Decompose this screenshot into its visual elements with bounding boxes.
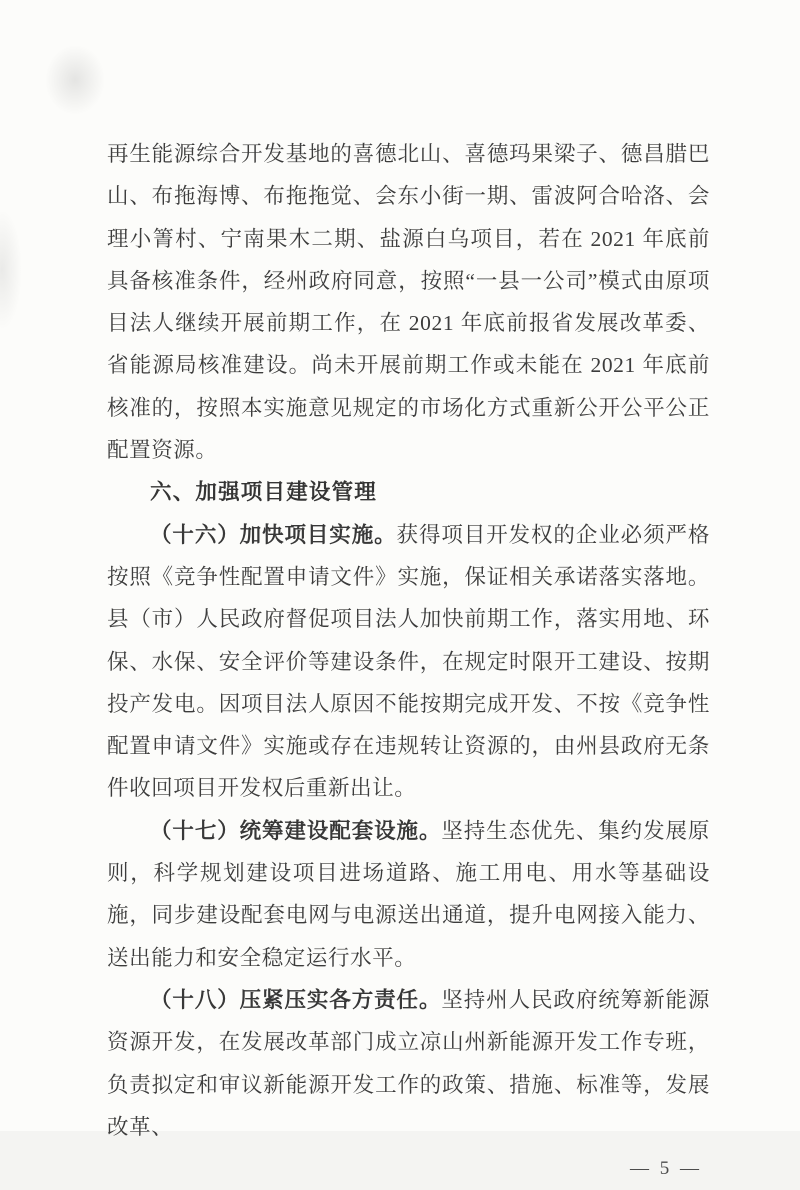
paragraph-16 bbox=[107, 514, 710, 810]
paragraph-18 bbox=[107, 979, 710, 1148]
paragraph-17 bbox=[107, 810, 710, 979]
section-heading: 六、加强项目建设管理 bbox=[150, 480, 378, 505]
paragraph-16-body: 获得项目开发权的企业必须严格按照《竞争性配置申请文件》实施，保证相关承诺落实落地。县（市）人民政府督促项目法人加快前期工作，落实用地、环保、水保、安全评价等建设条件，在规定时限开工建设、按期投产发电。因项目法人原因不能按期完成开发、不按《竞争性配置申请文件》实施或存在违规转让资源的，由州县政府无条件收回项目开发权后重新出让。 bbox=[107, 522, 711, 801]
scan-smudge bbox=[0, 210, 22, 330]
paragraph-18-body: 坚持州人民政府统筹新能源资源开发，在发展改革部门成立凉山州新能源开发工作专班，负责拟定和审议新能源开发工作的政策、措施、标准等，发展改革、 bbox=[107, 987, 710, 1139]
paragraph-17-body: 坚持生态优先、集约发展原则，科学规划建设项目进场道路、施工用电、用水等基础设施，同步建设配套电网与电源送出通道，提升电网接入能力、送出能力和安全稳定运行水平。 bbox=[107, 818, 710, 970]
paragraph-18-lead: （十八）压紧压实各方责任。 bbox=[150, 987, 442, 1012]
paragraph-16-lead: （十六）加快项目实施。 bbox=[150, 522, 397, 547]
intro-paragraph: 再生能源综合开发基地的喜德北山、喜德玛果梁子、德昌腊巴山、布拖海博、布拖拖觉、会东小街一期、雷波阿合哈洛、会理小箐村、宁南果木二期、盐源白乌项目，若在 2021 年底前具备核准条件，经州政府同意，按照“一县一公司”模式由原项目法人继续开展前期工作，在 2021 年底前报省发展改革委、省能源局核准建设。尚未开展前期工作或未能在 2021 年底前核准的，按照本实施意见规定的市场化方式重新公开公平公正配置资源。 bbox=[107, 142, 710, 463]
paragraph-17-lead: （十七）统筹建设配套设施。 bbox=[150, 818, 442, 843]
scan-smudge bbox=[45, 45, 105, 115]
page-number: — 5 — bbox=[630, 1158, 702, 1180]
